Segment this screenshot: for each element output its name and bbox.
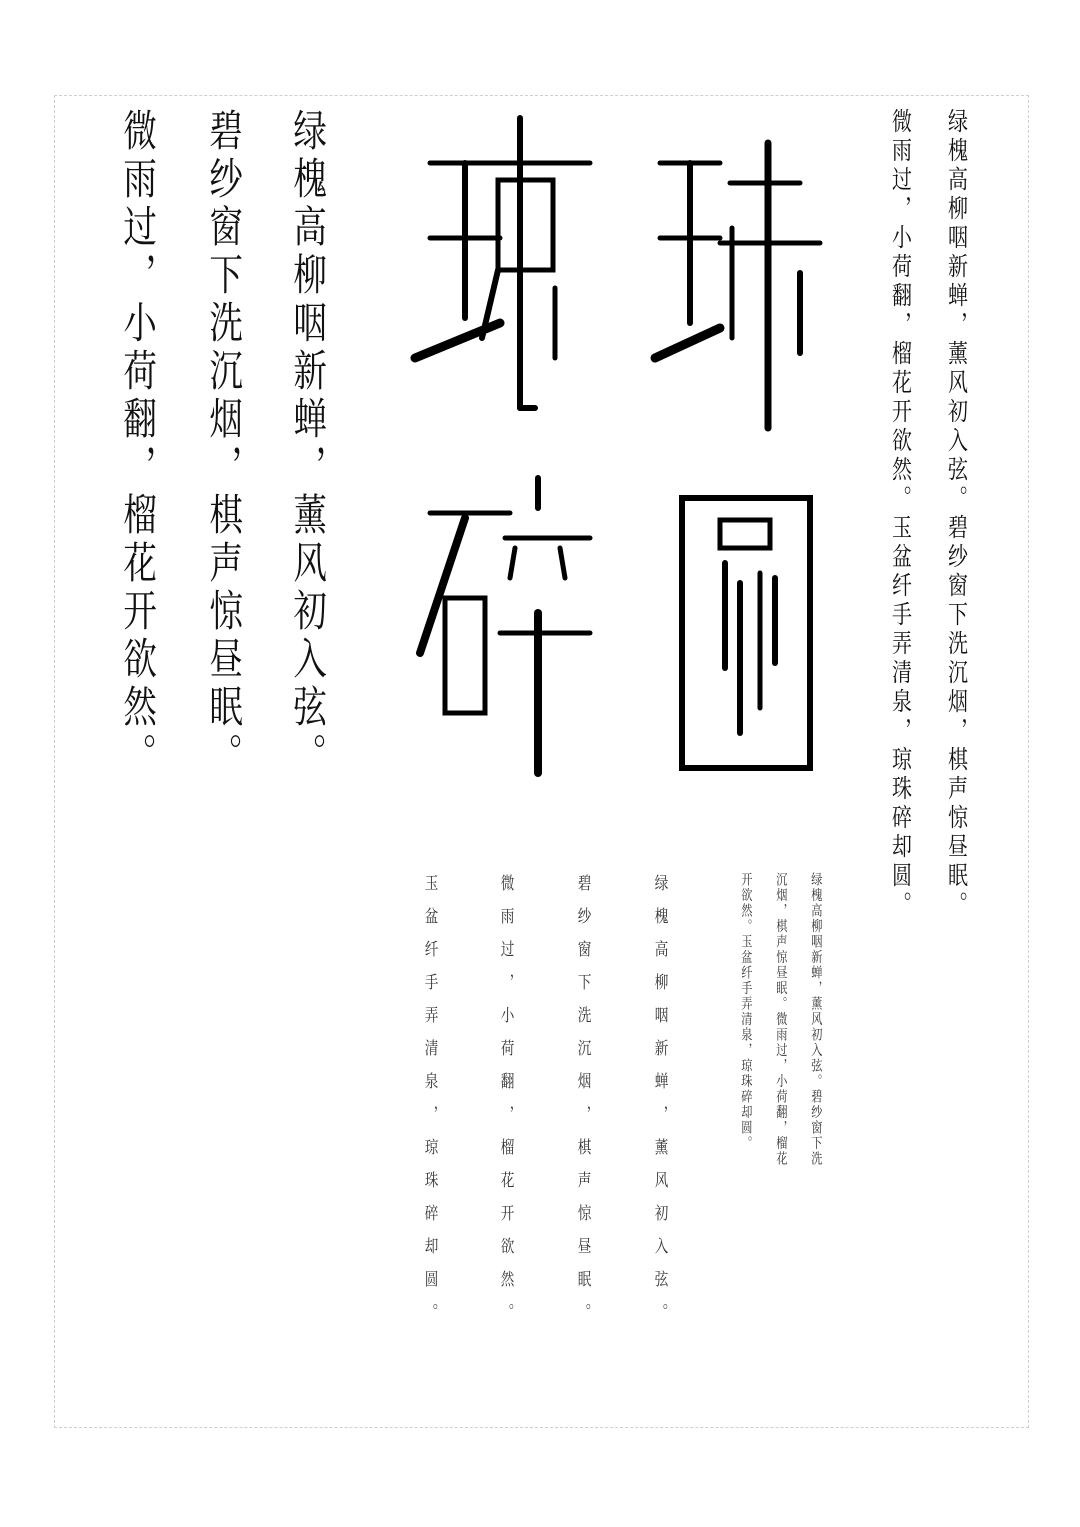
poem-column-dense-3: 开欲然。玉盆纤手弄清泉，琼珠碎却圆。 [739, 872, 753, 1151]
title-logo-artwork [410, 108, 830, 788]
poem-column-medium-1: 绿槐高柳咽新蝉，薰风初入弦。碧纱窗下洗沉烟，棋声惊昼眠。 [945, 108, 969, 920]
poem-column-small-4: 玉盆纤手弄清泉，琼珠碎却圆。 [421, 874, 438, 1336]
poem-column-large-3: 微雨过，小荷翻，榴花开欲然。 [117, 108, 157, 780]
logo-glyph-sui [420, 478, 590, 773]
poem-column-small-1: 绿槐高柳咽新蝉，薰风初入弦。 [651, 874, 668, 1336]
logo-glyph-yuan [682, 498, 810, 768]
poem-column-dense-2: 沉烟，棋声惊昼眠。微雨过，小荷翻，榴花 [774, 872, 788, 1167]
logo-glyph-zhu [655, 143, 820, 428]
poem-column-small-3: 微雨过，小荷翻，榴花开欲然。 [497, 874, 514, 1336]
logo-glyph-qiong [415, 118, 590, 408]
poem-column-medium-2: 微雨过，小荷翻，榴花开欲然。玉盆纤手弄清泉，琼珠碎却圆。 [889, 108, 913, 920]
poem-column-small-2: 碧纱窗下洗沉烟，棋声惊昼眠。 [574, 874, 591, 1336]
poem-column-large-2: 碧纱窗下洗沉烟，棋声惊昼眠。 [203, 108, 243, 780]
poem-column-large-1: 绿槐高柳咽新蝉，薰风初入弦。 [287, 108, 327, 780]
poem-column-dense-1: 绿槐高柳咽新蝉，薰风初入弦。碧纱窗下洗 [809, 872, 823, 1167]
